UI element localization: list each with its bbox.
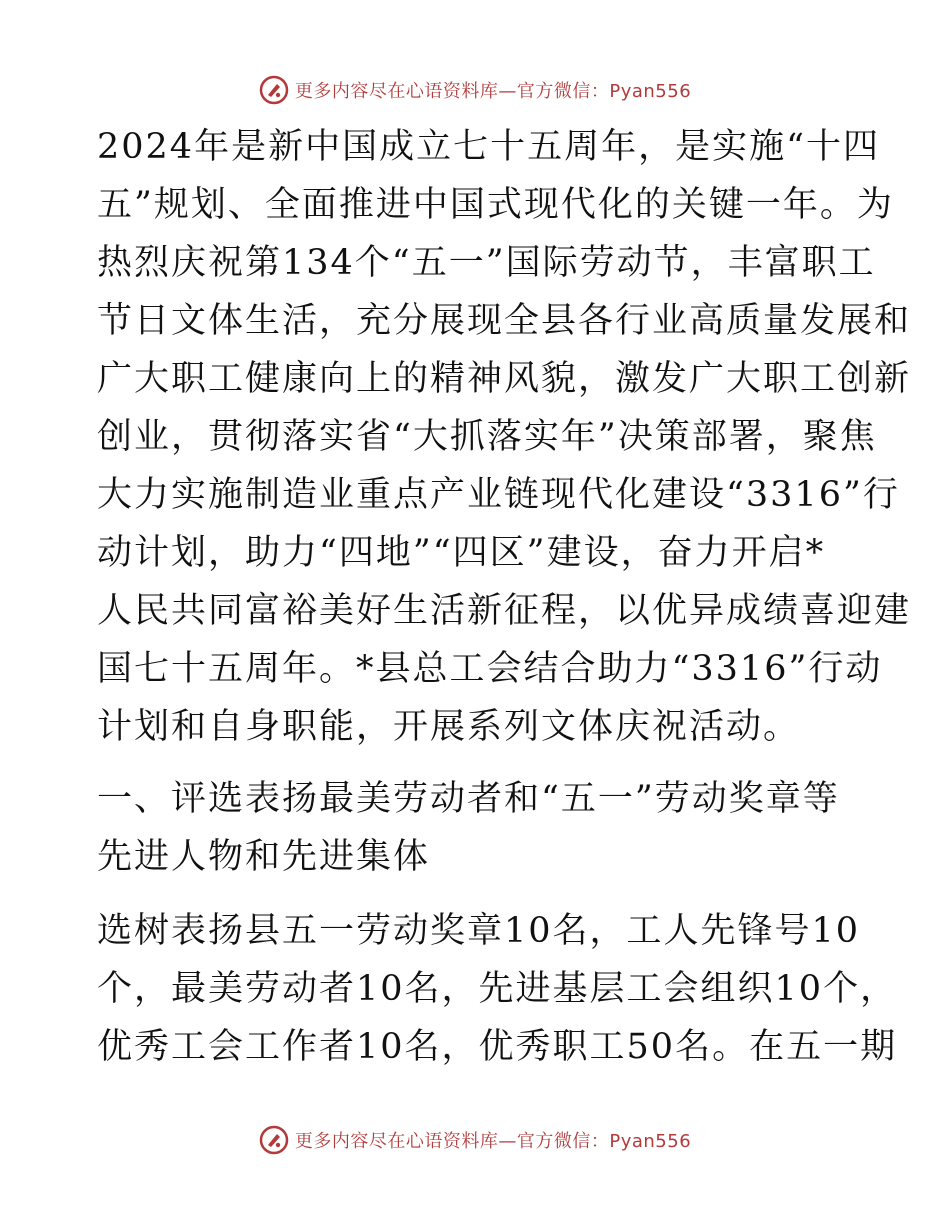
text-line: 创业，贯彻落实省“大抓落实年”决策部署，聚焦 [97,417,877,457]
pen-heart-logo-icon [259,1125,289,1155]
document-body [97,118,912,1076]
paragraph-awards [97,902,898,1076]
text-line: 节日文体生活，充分展现全县各行业高质量发展和 [97,301,912,341]
text-line: 热烈庆祝第134个“五一”国际劳动节，丰富职工 [97,243,876,283]
text-line: 广大职工健康向上的精神风貌，激发广大职工创新 [97,359,912,399]
section-heading [97,770,857,886]
watermark-text: 更多内容尽在心语资料库—官方微信：Pyan556 [294,1131,692,1152]
text-line: 国七十五周年。*县总工会结合助力“3316”行动 [97,649,883,689]
watermark-footer [0,1120,950,1160]
text-line: 计划和自身职能，开展系列文体庆祝活动。 [97,707,801,747]
pen-heart-logo-icon [259,75,289,105]
paragraph-spacer [97,756,857,770]
paragraph-spacer [97,886,857,902]
paragraph-intro [97,118,912,756]
text-line: 选树表扬县五一劳动奖章10名，工人先锋号10 [97,911,861,951]
text-line: 人民共同富裕美好生活新征程，以优异成绩喜迎建 [97,591,912,631]
text-line: 个，最美劳动者10名，先进基层工会组织10个， [97,969,898,1009]
text-line: 先进人物和先进集体 [97,837,431,877]
text-line: 优秀工会工作者10名，优秀职工50名。在五一期 [97,1027,898,1067]
watermark-text: 更多内容尽在心语资料库—官方微信：Pyan556 [294,81,692,102]
text-line: 2024年是新中国成立七十五周年，是实施“十四 [97,127,880,167]
text-line: 大力实施制造业重点产业链现代化建设“3316”行 [97,475,900,515]
text-line: 动计划，助力“四地”“四区”建设，奋力开启* [97,533,826,573]
text-line: 五”规划、全面推进中国式现代化的关键一年。为 [97,185,894,225]
watermark-header [0,70,950,110]
text-line: 一、评选表扬最美劳动者和“五一”劳动奖章等 [97,779,840,819]
